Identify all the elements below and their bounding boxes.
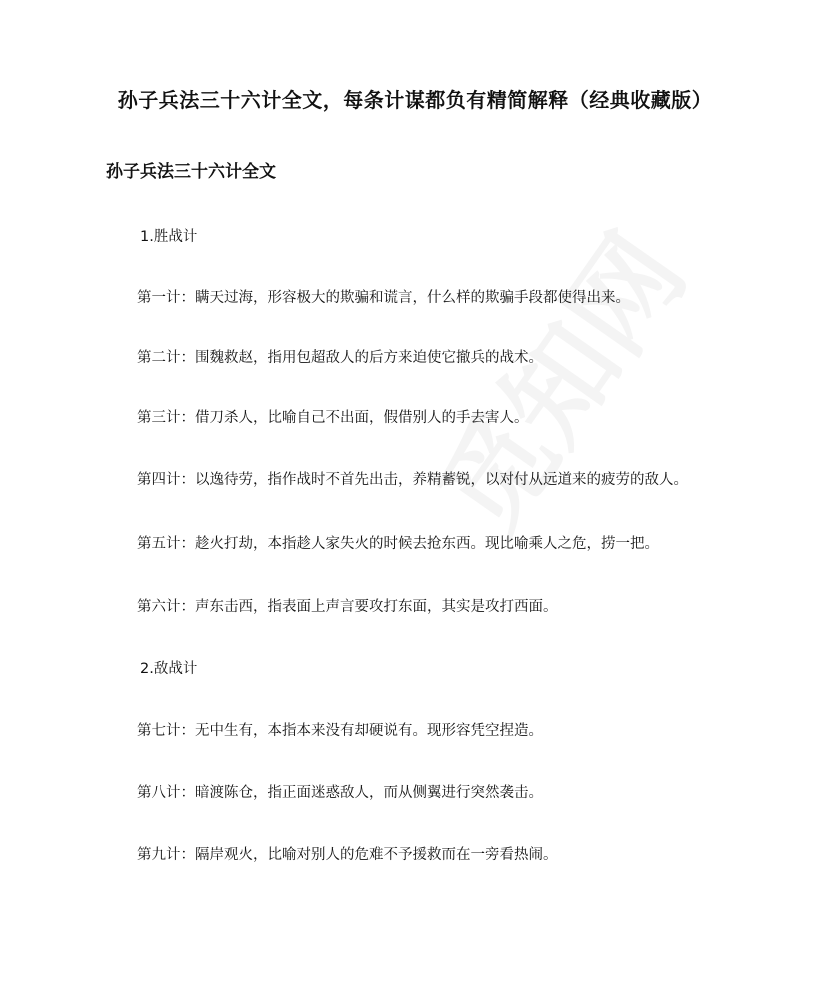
stratagem-item: 第九计：隔岸观火，比喻对别人的危难不予援救而在一旁看热闹。 (137, 847, 558, 863)
stratagem-item: 第八计：暗渡陈仓，指正面迷惑敌人，而从侧翼进行突然袭击。 (137, 785, 543, 801)
document-title: 孙子兵法三十六计全文，每条计谋都负有精简解释（经典收藏版） (117, 88, 713, 112)
stratagem-item: 第五计：趁火打劫，本指趁人家失火的时候去抢东西。现比喻乘人之危，捞一把。 (137, 536, 659, 552)
subsection-title: 1.胜战计 (140, 229, 198, 245)
stratagem-item: 第二计：围魏救赵，指用包超敌人的后方来迫使它撤兵的战术。 (137, 350, 543, 366)
stratagem-item: 第三计：借刀杀人，比喻自己不出面，假借别人的手去害人。 (137, 410, 529, 426)
stratagem-item: 第一计：瞒天过海，形容极大的欺骗和谎言，什么样的欺骗手段都使得出来。 (137, 290, 630, 306)
subsection-title: 2.敌战计 (140, 661, 198, 677)
stratagem-item: 第六计：声东击西，指表面上声言要攻打东面，其实是攻打西面。 (137, 599, 558, 615)
stratagem-item: 第七计：无中生有，本指本来没有却硬说有。现形容凭空捏造。 (137, 723, 543, 739)
watermark (396, 199, 715, 560)
stratagem-item: 第四计：以逸待劳，指作战时不首先出击，养精蓄锐，以对付从远道来的疲劳的敌人。 (137, 472, 688, 488)
section-heading: 孙子兵法三十六计全文 (106, 162, 276, 182)
